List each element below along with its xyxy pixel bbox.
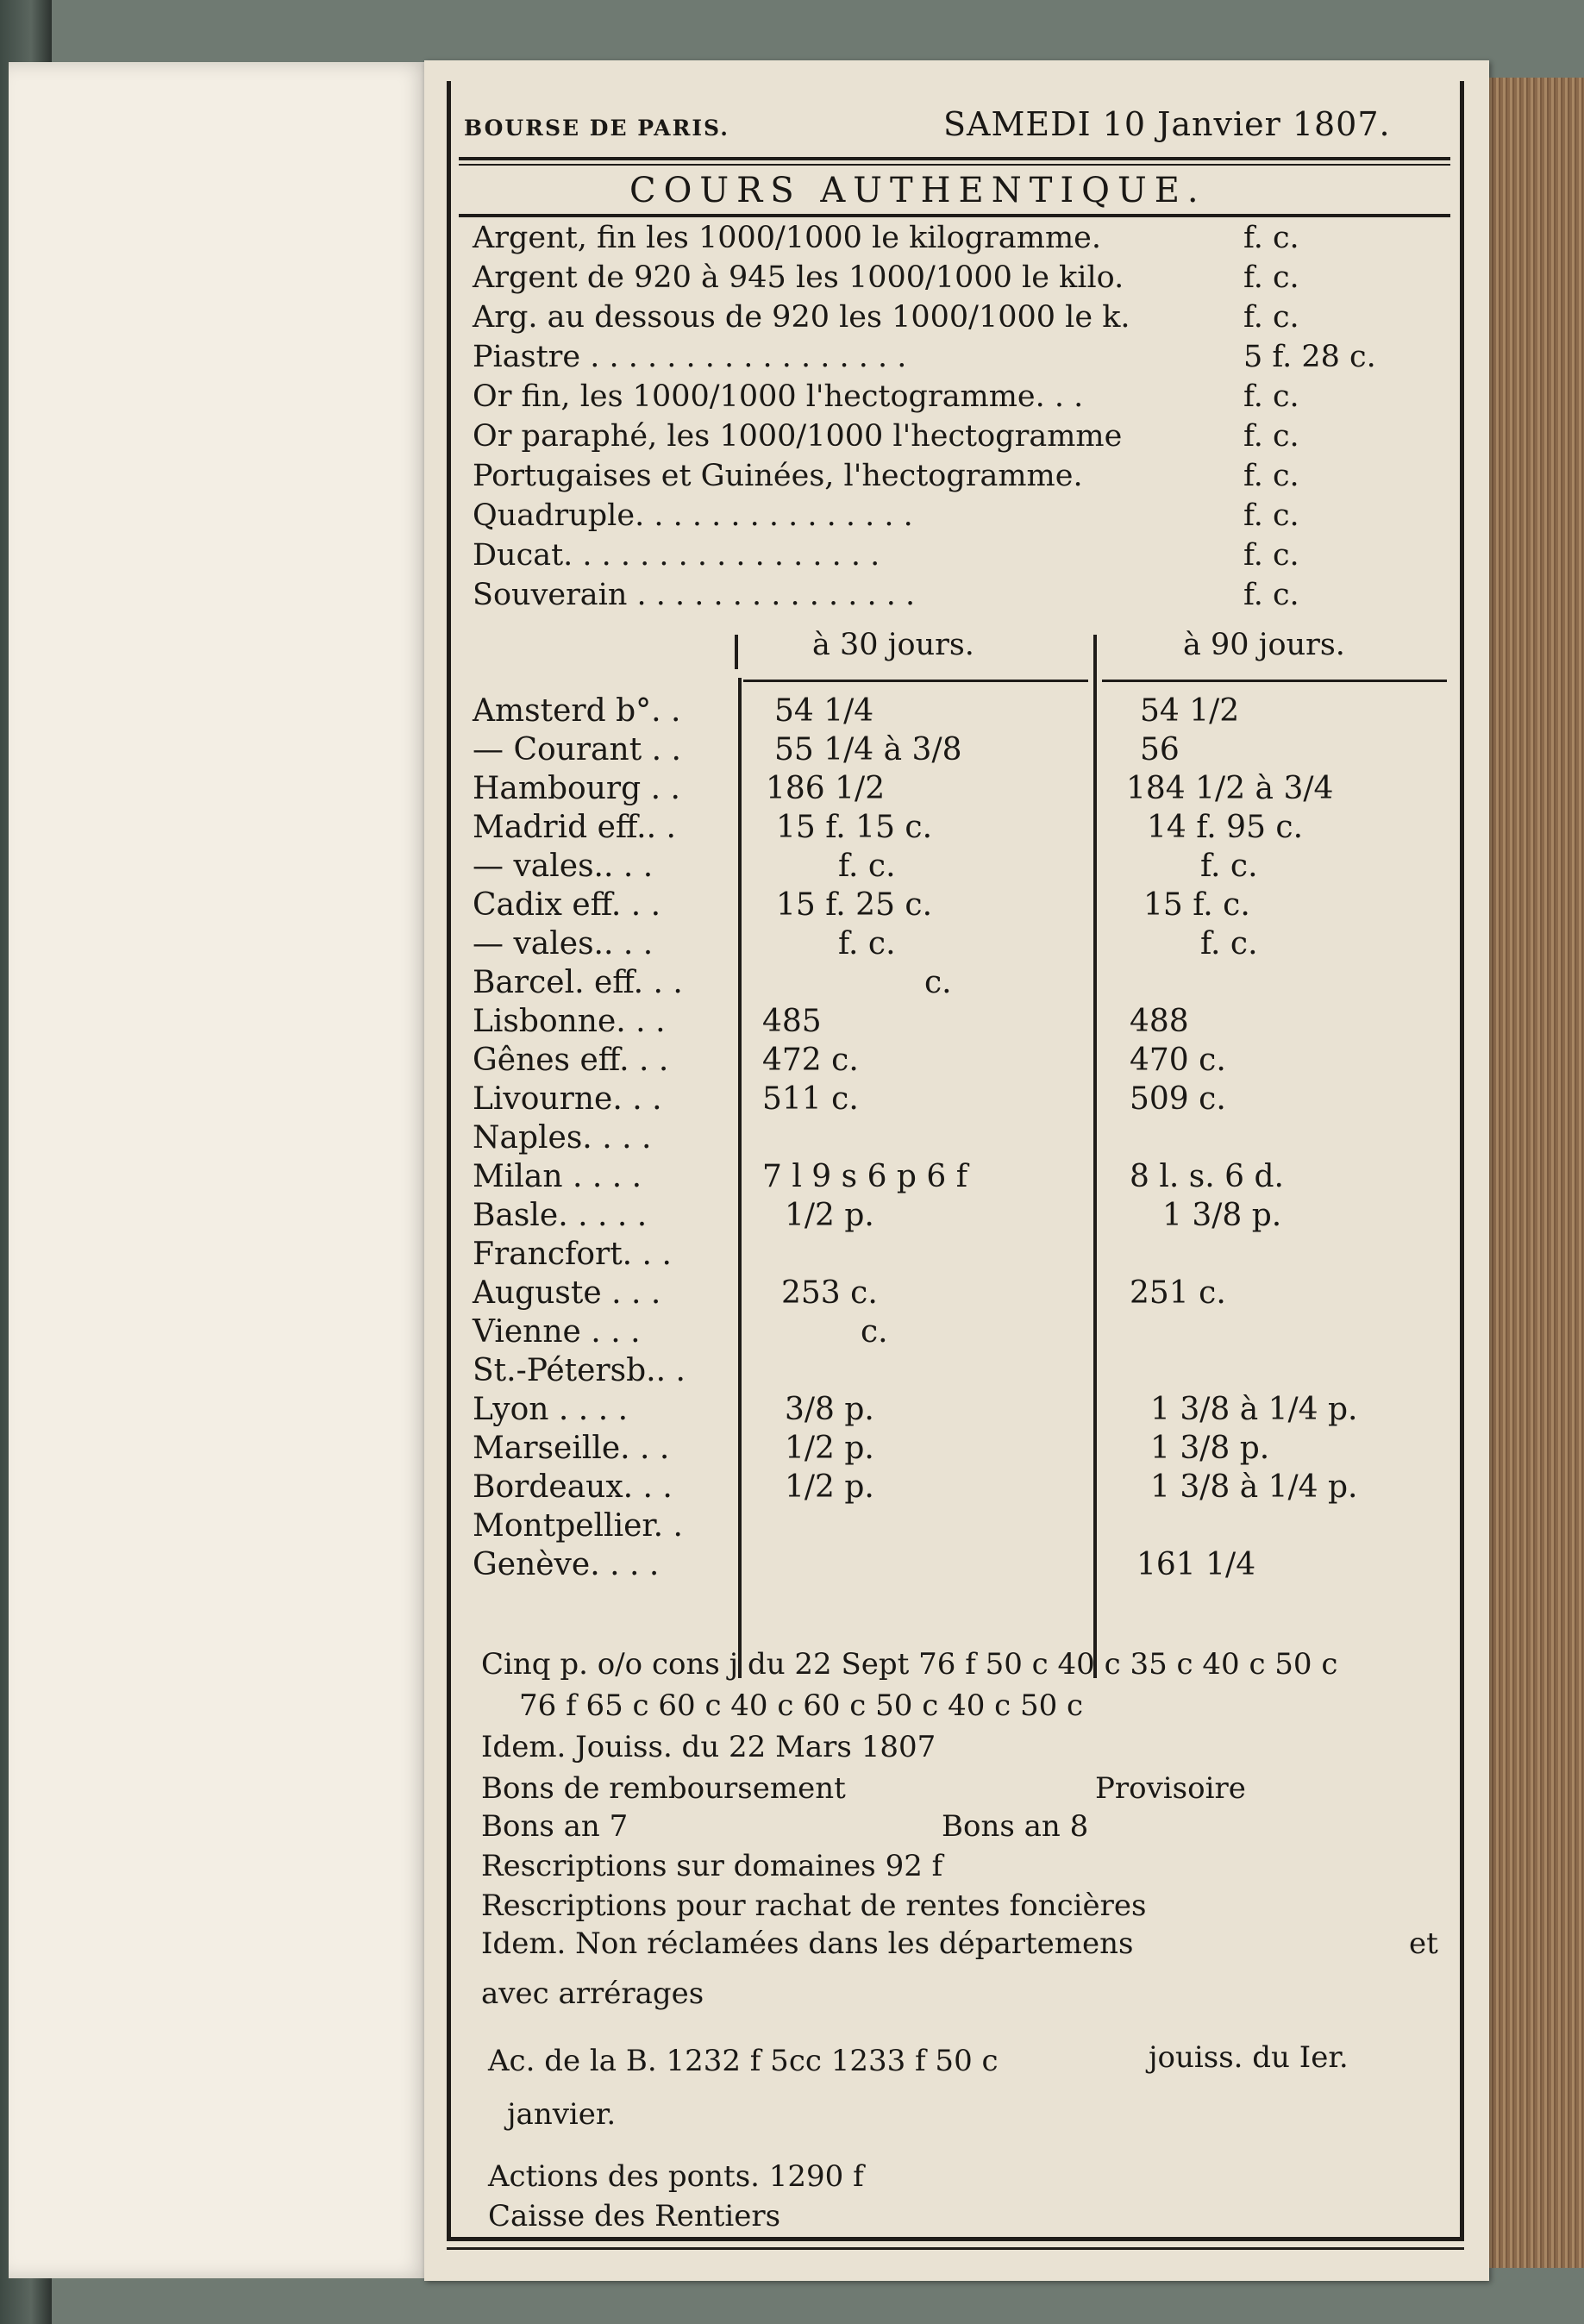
exchange-place: Montpellier. .	[473, 1508, 683, 1544]
rate-90: f. c.	[1200, 926, 1258, 962]
rate-90: f. c.	[1200, 849, 1258, 884]
rate-90: 1 3/8 à 1/4 p.	[1150, 1469, 1358, 1505]
rentes-line: Bons de remboursement	[481, 1771, 846, 1806]
commodity-price: f. c.	[1243, 221, 1299, 255]
header-rule-thin	[459, 164, 1450, 166]
rentes-line: Ac. de la B. 1232 f 5cc 1233 f 50 c	[488, 2044, 999, 2078]
rentes-line: Cinq p. o/o cons j du 22 Sept 76 f 50 c 40 c 35 c 40 c 50 c	[481, 1647, 1338, 1682]
exchange-place: Bordeaux. . .	[473, 1469, 673, 1505]
exchange-place: Basle. . . . .	[473, 1198, 648, 1233]
rentes-line: 76 f 65 c 60 c 40 c 60 c 50 c 40 c 50 c	[519, 1688, 1084, 1723]
rentes-line: Caisse des Rentiers	[488, 2199, 781, 2233]
exchange-place: Livourne. . .	[473, 1081, 662, 1117]
rentes-line: Bons an 8	[942, 1809, 1089, 1844]
rate-30: c.	[861, 1314, 888, 1350]
commodity-label: Arg. au dessous de 920 les 1000/1000 le k.	[473, 300, 1130, 335]
rate-90: 251 c.	[1130, 1275, 1226, 1311]
rate-30: 15 f. 25 c.	[776, 887, 933, 923]
rentes-line: Provisoire	[1095, 1771, 1246, 1806]
commodity-label: Or fin, les 1000/1000 l'hectogramme. . .	[473, 379, 1084, 414]
rate-30: 7 l 9 s 6 p 6 f	[762, 1159, 968, 1194]
exchange-place: Barcel. eff. . .	[473, 965, 683, 1000]
commodity-label: Portugaises et Guinées, l'hectogramme.	[473, 459, 1083, 493]
exchange-place: Francfort. . .	[473, 1237, 672, 1272]
commodity-price: 5 f. 28 c.	[1243, 340, 1376, 374]
frame-double-rule	[447, 2247, 1464, 2250]
exchange-place: — vales.. . .	[473, 926, 654, 962]
rate-90: 54 1/2	[1140, 693, 1240, 729]
commodity-price: f. c.	[1243, 538, 1299, 573]
exchange-place: — vales.. . .	[473, 849, 654, 884]
exchange-place: Auguste . . .	[473, 1275, 661, 1311]
col-header-30: à 30 jours.	[812, 628, 974, 662]
exchange-place: Gênes eff. . .	[473, 1043, 669, 1078]
exchange-place: Hambourg . .	[473, 771, 680, 806]
rate-30: c.	[924, 965, 952, 1000]
header-rule	[459, 157, 1450, 160]
rate-30: 15 f. 15 c.	[776, 810, 933, 845]
rentes-line: jouiss. du Ier.	[1149, 2040, 1349, 2075]
rate-30: 55 1/4 à 3/8	[774, 732, 962, 767]
commodity-label: Argent, fin les 1000/1000 le kilogramme.	[473, 221, 1101, 255]
header-date: SAMEDI 10 Janvier 1807.	[943, 105, 1391, 143]
rate-90: 470 c.	[1130, 1043, 1226, 1078]
rentes-line: Actions des ponts. 1290 f	[488, 2159, 864, 2194]
exchange-place: Marseille. . .	[473, 1431, 670, 1466]
rate-30: f. c.	[838, 849, 896, 884]
rate-30: 1/2 p.	[785, 1431, 874, 1466]
title-rule	[459, 214, 1450, 217]
rate-90: 184 1/2 à 3/4	[1126, 771, 1334, 806]
rentes-line: et	[1409, 1926, 1438, 1961]
commodity-price: f. c.	[1243, 379, 1299, 414]
rate-30: 186 1/2	[766, 771, 886, 806]
rentes-line: Bons an 7	[481, 1809, 629, 1844]
col-divider-left	[738, 678, 742, 1678]
rate-30: 1/2 p.	[785, 1198, 874, 1233]
printed-page	[424, 60, 1489, 2281]
rate-90: 1 3/8 à 1/4 p.	[1150, 1392, 1358, 1427]
page-title: COURS AUTHENTIQUE.	[629, 171, 1206, 210]
exchange-place: Cadix eff. . .	[473, 887, 661, 923]
rate-30: f. c.	[838, 926, 896, 962]
header-underline-30	[743, 680, 1088, 682]
commodity-label: Souverain . . . . . . . . . . . . . . .	[473, 578, 916, 612]
commodity-price: f. c.	[1243, 300, 1299, 335]
rate-90: 15 f. c.	[1143, 887, 1250, 923]
commodity-label: Argent de 920 à 945 les 1000/1000 le kilo.	[473, 260, 1124, 295]
exchange-place: St.-Pétersb.. .	[473, 1353, 686, 1388]
rate-30: 1/2 p.	[785, 1469, 874, 1505]
commodity-price: f. c.	[1243, 459, 1299, 493]
rate-30: 485	[762, 1004, 822, 1039]
rate-30: 253 c.	[781, 1275, 878, 1311]
commodity-label: Quadruple. . . . . . . . . . . . . . .	[473, 498, 913, 533]
rate-90: 509 c.	[1130, 1081, 1226, 1117]
exchange-place: Amsterd b°. .	[473, 693, 681, 729]
rate-90: 1 3/8 p.	[1150, 1431, 1270, 1466]
rate-30: 511 c.	[762, 1081, 859, 1117]
col-divider-top	[735, 635, 738, 669]
header-bourse: BOURSE DE PARIS.	[464, 116, 729, 141]
commodity-price: f. c.	[1243, 498, 1299, 533]
commodity-price: f. c.	[1243, 260, 1299, 295]
exchange-place: Lyon . . . .	[473, 1392, 629, 1427]
rentes-line: Rescriptions pour rachat de rentes foncières	[481, 1889, 1147, 1923]
rentes-line: Idem. Non réclamées dans les départemens	[481, 1926, 1134, 1961]
exchange-place: Genève. . . .	[473, 1547, 660, 1582]
commodity-label: Or paraphé, les 1000/1000 l'hectogramme	[473, 419, 1123, 454]
rate-30: 54 1/4	[774, 693, 874, 729]
rate-90: 161 1/4	[1136, 1547, 1256, 1582]
exchange-place: Lisbonne. . .	[473, 1004, 666, 1039]
rentes-line: janvier.	[507, 2097, 617, 2132]
rentes-line: Rescriptions sur domaines 92 f	[481, 1849, 943, 1883]
col-header-90: à 90 jours.	[1183, 628, 1345, 662]
exchange-place: Vienne . . .	[473, 1314, 641, 1350]
col-divider	[1093, 635, 1097, 1678]
exchange-place: — Courant . .	[473, 732, 681, 767]
commodity-price: f. c.	[1243, 419, 1299, 454]
exchange-place: Naples. . . .	[473, 1120, 652, 1156]
commodity-price: f. c.	[1243, 578, 1299, 612]
rentes-line: avec arrérages	[481, 1976, 704, 2011]
commodity-label: Ducat. . . . . . . . . . . . . . . . .	[473, 538, 880, 573]
rate-90: 56	[1140, 732, 1180, 767]
rate-30: 472 c.	[762, 1043, 859, 1078]
rentes-line: Idem. Jouiss. du 22 Mars 1807	[481, 1730, 936, 1764]
rate-90: 1 3/8 p.	[1162, 1198, 1282, 1233]
rate-90: 488	[1130, 1004, 1189, 1039]
commodity-label: Piastre . . . . . . . . . . . . . . . . .	[473, 340, 907, 374]
rate-90: 14 f. 95 c.	[1147, 810, 1304, 845]
header-underline-90	[1102, 680, 1447, 682]
rate-30: 3/8 p.	[785, 1392, 874, 1427]
exchange-place: Madrid eff.. .	[473, 810, 676, 845]
exchange-place: Milan . . . .	[473, 1159, 642, 1194]
blank-left-page	[9, 62, 431, 2278]
rate-90: 8 l. s. 6 d.	[1130, 1159, 1284, 1194]
